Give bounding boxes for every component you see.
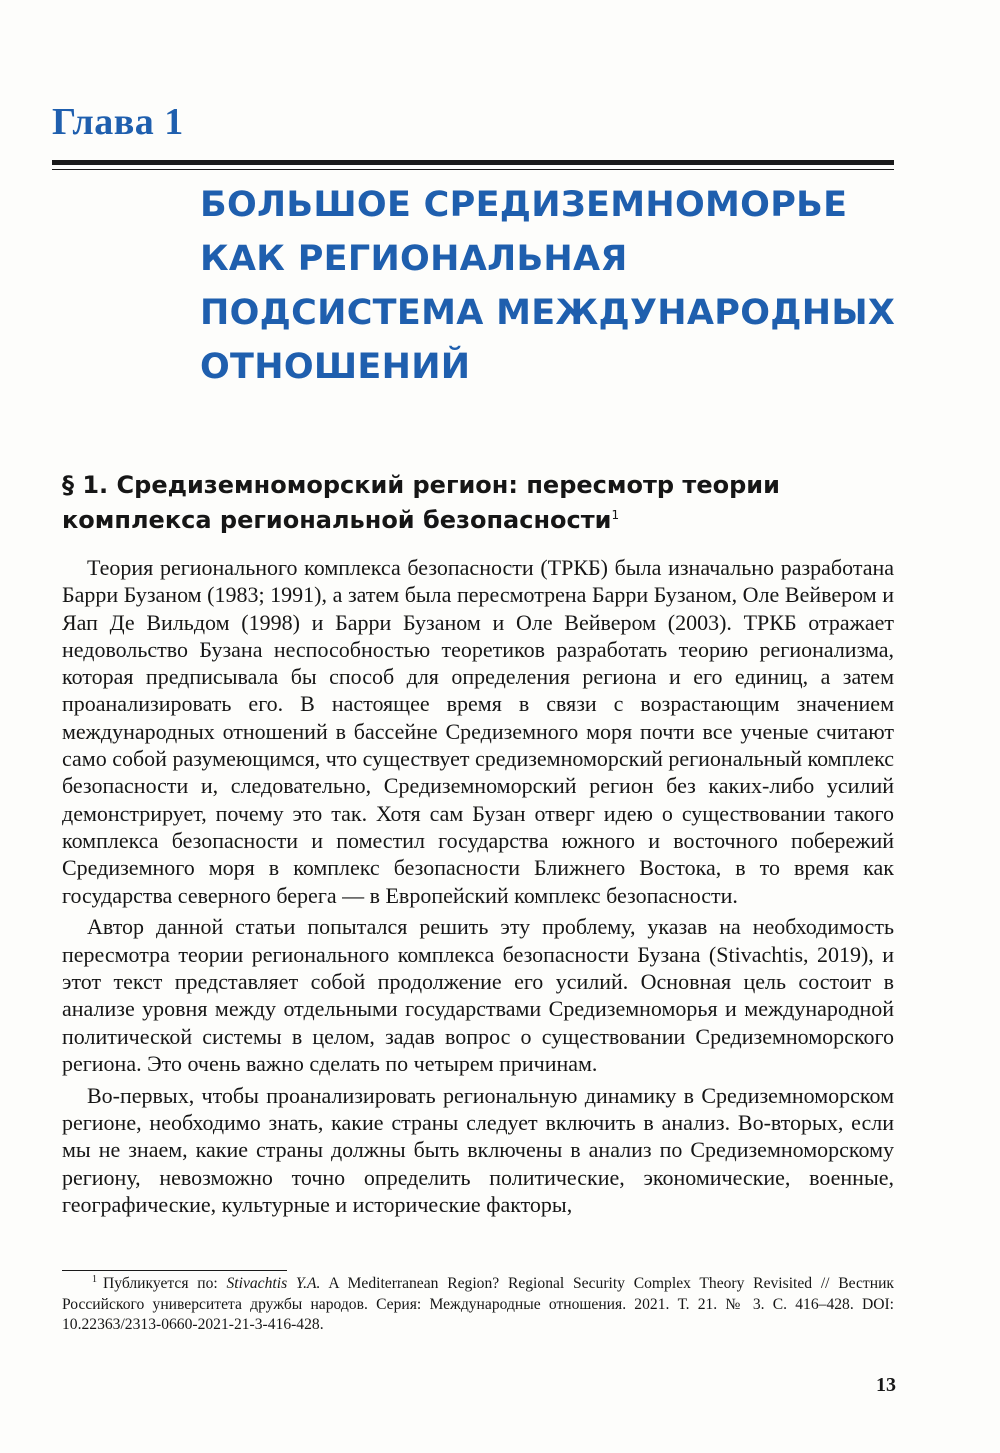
footnote-author: Stivachtis Y.A. (226, 1275, 321, 1292)
chapter-title-line: БОЛЬШОЕ СРЕДИЗЕМНОМОРЬЕ (200, 185, 848, 225)
paragraph: Во-первых, чтобы проанализировать региональную динамику в Средиземноморском регионе, необходимо знать, какие страны следует включить в анализ. Во-вторых, если мы не знаем, какие страны должны быть включены в анализ по Средиземноморскому региону, невозможно точно определить политические, экономические, военные, географические, культурные и исторические факторы, (62, 1082, 894, 1217)
chapter-title-line: КАК РЕГИОНАЛЬНАЯ (200, 239, 628, 279)
paragraph: Автор данной статьи попытался решить эту проблему, указав на необходимость пересмотра теории регионального комплекса безопасности Бузана (Stivachtis, 2019), и этот текст представляет собой продолжение его усилий. Основная цель состоит в анализе уровня между отдельными государствами Средиземноморья и международной политической системы в целом, задав вопрос о существовании Средиземноморского региона. Это очень важно сделать по четырем причинам. (62, 914, 894, 1076)
section-title (62, 468, 902, 538)
section-title-line-1: § 1. Средиземноморский регион: пересмотр теории (62, 471, 780, 499)
chapter-label: Глава 1 (52, 101, 184, 143)
footnote-marker: 1 (92, 1273, 97, 1285)
section-title-line-2: комплекса региональной безопасности (62, 506, 612, 534)
footnote (62, 1274, 894, 1336)
chapter-title-line: ПОДСИСТЕМА МЕЖДУНАРОДНЫХ (200, 293, 896, 333)
chapter-rule-thin (52, 169, 894, 170)
chapter-rule-thick (52, 160, 894, 165)
chapter-title (200, 178, 900, 394)
footnote-rule (62, 1270, 287, 1271)
body-text (62, 554, 894, 1223)
footnote-prefix: Публикуется по: (103, 1275, 218, 1292)
chapter-title-line: ОТНОШЕНИЙ (200, 347, 471, 387)
paragraph: Теория регионального комплекса безопасности (ТРКБ) была изначально разработана Барри Бузаном (1983; 1991), а затем была пересмотрена Барри Бузаном, Оле Вейвером и Яап Де Вильдом (1998) и Барри Бузаном и Оле Вейвером (2003). ТРКБ отражает недовольство Бузана неспособностью теоретиков разработать теорию регионализма, которая предписывала бы способ для определения региона и его единиц, а затем проанализировать его. В настоящее время в связи с возрастающим значением международных отношений в бассейне Средиземного моря почти все ученые считают само собой разумеющимся, что существует средиземноморский региональный комплекс безопасности и, следовательно, Средиземноморский регион без каких-либо усилий демонстрирует, почему это так. Хотя сам Бузан отверг идею о существовании такого комплекса безопасности и поместил государства южного и восточного побережий Средиземного моря в комплекс безопасности Ближнего Востока, в то время как государства северного берега — в Европейский комплекс безопасности. (62, 555, 895, 908)
page-number: 13 (876, 1374, 896, 1396)
footnote-reference[interactable]: 1 (611, 508, 620, 522)
footnote-text: A Mediterranean Region? Regional Security Complex Theory Revisited // Вестник Российского университета дружбы народов. Серия: Международные отношения. 2021. Т. 21. № 3. С. 416–428. DOI: 10.22363/2313-0660-2021-21-3-416-428. (62, 1275, 894, 1333)
